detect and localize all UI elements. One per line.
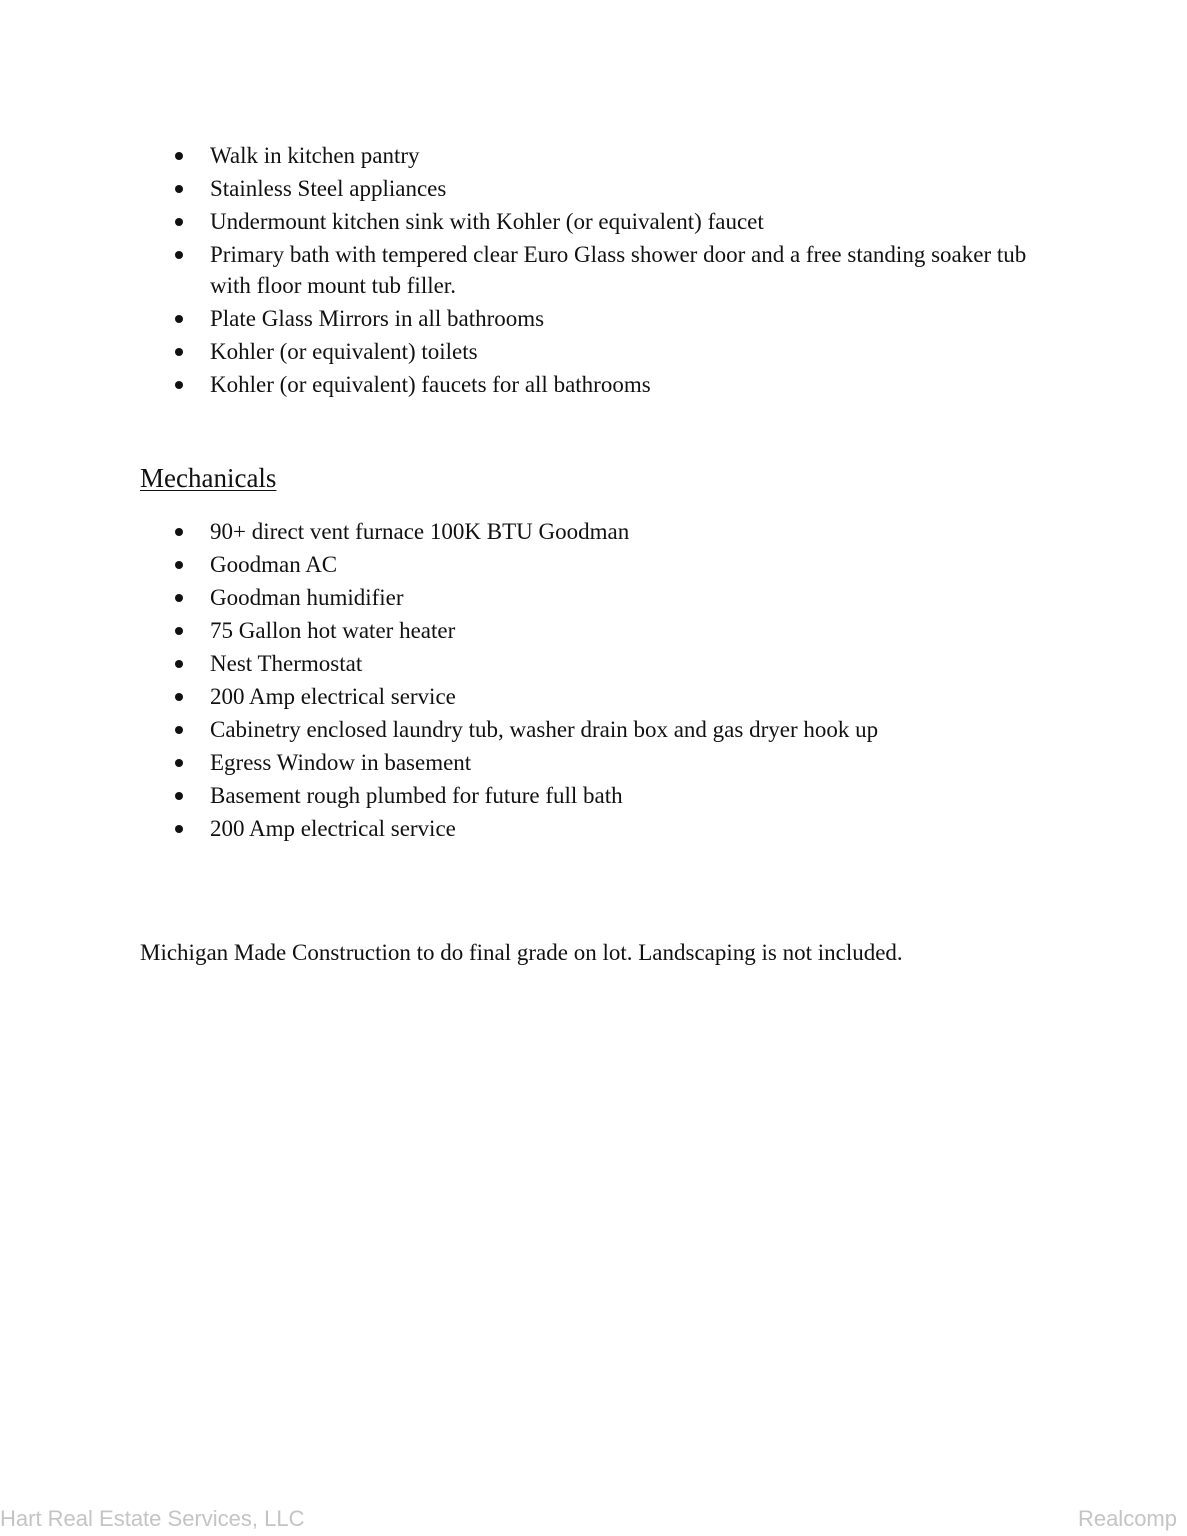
bullet-icon bbox=[175, 561, 183, 569]
bullet-icon bbox=[175, 726, 183, 734]
bullet-icon bbox=[175, 152, 183, 160]
bullet-icon bbox=[175, 315, 183, 323]
watermark-right: Realcomp bbox=[1077, 1506, 1177, 1531]
mechanicals-list bbox=[0, 516, 1187, 846]
grading-note: Michigan Made Construction to do final grade on lot. Landscaping is not included. bbox=[140, 940, 903, 965]
list-item: 90+ direct vent furnace 100K BTU Goodman bbox=[0, 516, 1187, 547]
bullet-icon bbox=[175, 825, 183, 833]
bullet-icon bbox=[175, 381, 183, 389]
bullet-icon bbox=[175, 251, 183, 259]
bullet-icon bbox=[175, 660, 183, 668]
watermark-left: Hart Real Estate Services, LLC bbox=[0, 1506, 305, 1531]
list-item: Egress Window in basement bbox=[0, 747, 1187, 778]
list-item: Walk in kitchen pantry bbox=[0, 140, 1187, 171]
list-item: Goodman humidifier bbox=[0, 582, 1187, 613]
list-item: Plate Glass Mirrors in all bathrooms bbox=[0, 303, 1187, 334]
list-item: Kohler (or equivalent) toilets bbox=[0, 336, 1187, 367]
bullet-icon bbox=[175, 627, 183, 635]
list-item: 200 Amp electrical service bbox=[0, 681, 1187, 712]
list-item: Cabinetry enclosed laundry tub, washer drain box and gas dryer hook up bbox=[0, 714, 1187, 745]
features-list bbox=[0, 140, 1187, 402]
list-item: Primary bath with tempered clear Euro Glass shower door and a free standing soaker tub with floor mount tub filler. bbox=[0, 239, 1187, 301]
list-item: Kohler (or equivalent) faucets for all bathrooms bbox=[0, 369, 1187, 400]
mechanicals-heading: Mechanicals bbox=[140, 463, 277, 493]
list-item: Stainless Steel appliances bbox=[0, 173, 1187, 204]
list-item: Nest Thermostat bbox=[0, 648, 1187, 679]
list-item: Goodman AC bbox=[0, 549, 1187, 580]
list-item: Undermount kitchen sink with Kohler (or equivalent) faucet bbox=[0, 206, 1187, 237]
bullet-icon bbox=[175, 185, 183, 193]
list-item: 75 Gallon hot water heater bbox=[0, 615, 1187, 646]
bullet-icon bbox=[175, 528, 183, 536]
bullet-icon bbox=[175, 792, 183, 800]
bullet-icon bbox=[175, 348, 183, 356]
list-item: Basement rough plumbed for future full bath bbox=[0, 780, 1187, 811]
bullet-icon bbox=[175, 693, 183, 701]
bullet-icon bbox=[175, 594, 183, 602]
bullet-icon bbox=[175, 759, 183, 767]
bullet-icon bbox=[175, 218, 183, 226]
list-item: 200 Amp electrical service bbox=[0, 813, 1187, 844]
